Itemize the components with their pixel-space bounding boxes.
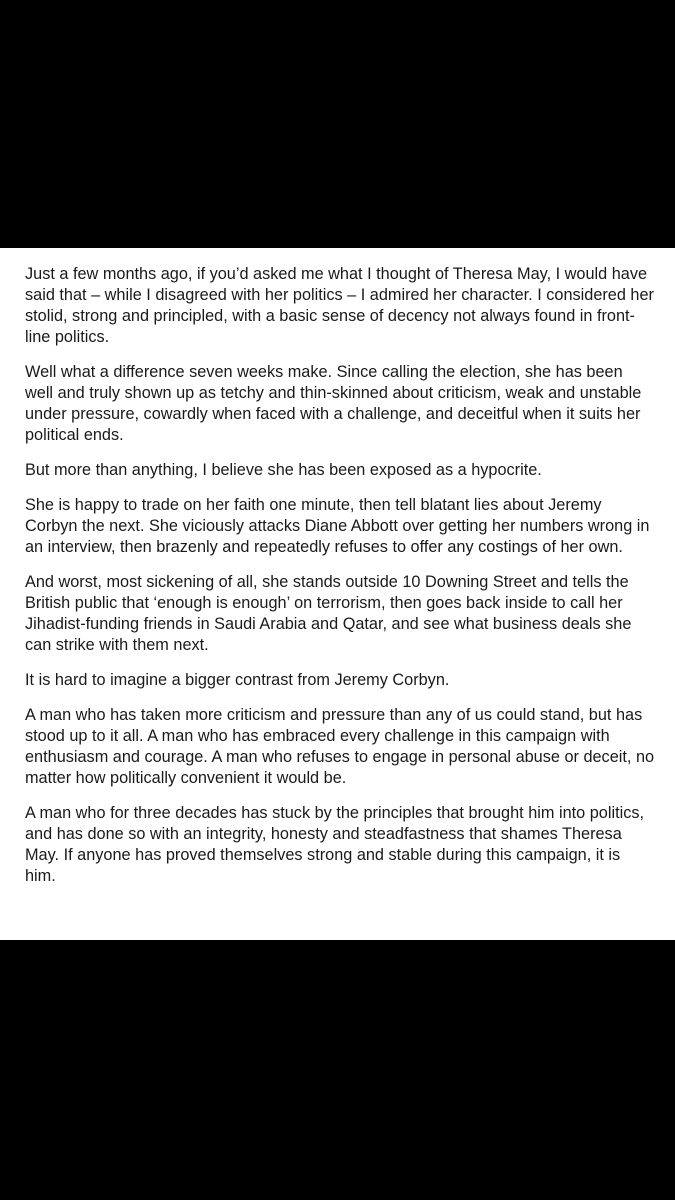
paragraph-7: A man who has taken more criticism and pressure than any of us could stand, but has stood up to it all. A man who has embraced every challenge in this campaign with enthusiasm and courage. A man who refuses to engage in personal abuse or deceit, no matter how politically convenient it would be.: [25, 706, 655, 787]
document-page: [0, 248, 675, 940]
paragraph-6: It is hard to imagine a bigger contrast from Jeremy Corbyn.: [25, 671, 450, 689]
paragraph-1: Just a few months ago, if you’d asked me what I thought of Theresa May, I would have said that – while I disagreed with her politics – I admired her character. I considered her stolid, strong and principled, with a basic sense of decency not always found in front-line politics.: [25, 265, 654, 346]
paragraph-4: She is happy to trade on her faith one minute, then tell blatant lies about Jeremy Corbyn the next. She viciously attacks Diane Abbott over getting her numbers wrong in an interview, then brazenly and repeatedly refuses to offer any costings of her own.: [25, 496, 650, 556]
paragraph-2: Well what a difference seven weeks make. Since calling the election, she has been well and truly shown up as tetchy and thin-skinned about criticism, weak and unstable under pressure, cowardly when faced with a challenge, and deceitful when it suits her political ends.: [25, 363, 642, 444]
paragraph-5: And worst, most sickening of all, she stands outside 10 Downing Street and tells the British public that ‘enough is enough’ on terrorism, then goes back inside to call her Jihadist-funding friends in Saudi Arabia and Qatar, and see what business deals she can strike with them next.: [25, 573, 632, 654]
paragraph-3: But more than anything, I believe she has been exposed as a hypocrite.: [25, 461, 542, 479]
paragraph-8: A man who for three decades has stuck by the principles that brought him into politics, and has done so with an integrity, honesty and steadfastness that shames Theresa May. If anyone has proved themselves strong and stable during this campaign, it is him.: [25, 804, 645, 885]
